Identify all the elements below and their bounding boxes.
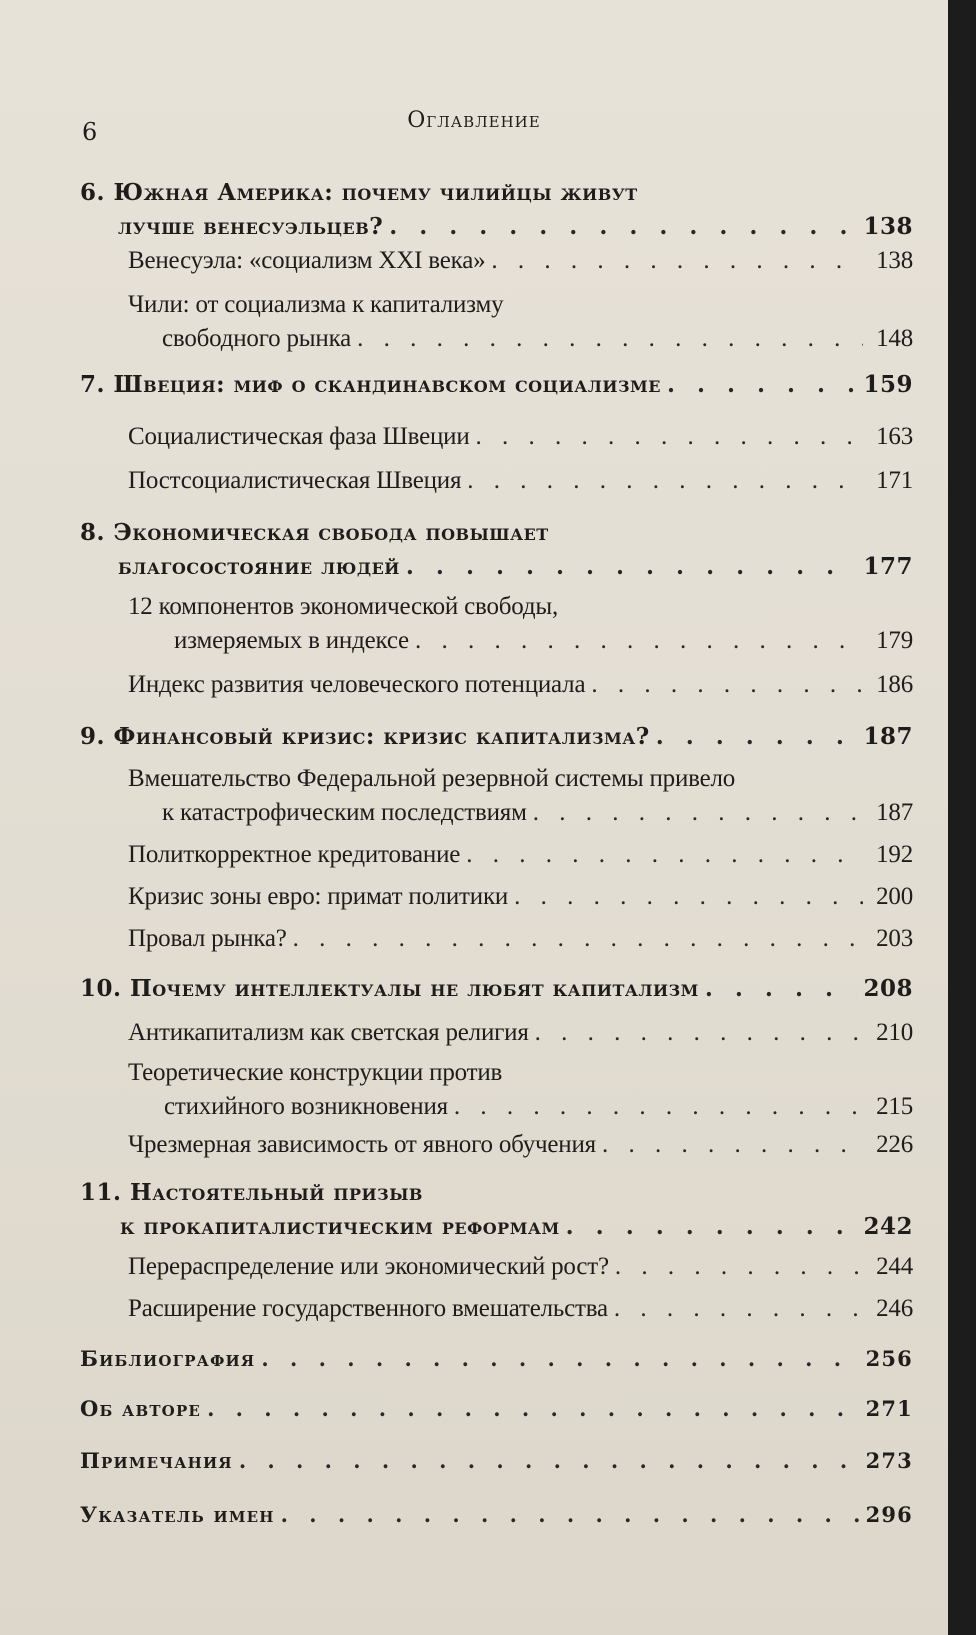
toc-entry-title: Библиография xyxy=(80,1346,256,1371)
toc-page-number: 163 xyxy=(876,423,913,450)
toc-entry-title-line1: 8. Экономическая свобода повышает xyxy=(80,519,549,546)
toc-entry-chapter xyxy=(80,368,913,402)
toc-entry-title-line1: Теоретические конструкции против xyxy=(128,1059,503,1086)
toc-entry-title: к прокапиталистическим реформам xyxy=(120,1213,560,1240)
toc-page-number: 192 xyxy=(876,841,913,868)
leader-dots xyxy=(476,420,863,454)
toc-entry-title: Венесуэла: «социализм XXI века» xyxy=(128,247,486,274)
toc-entry-title: Политкорректное кредитование xyxy=(128,841,461,868)
leader-dots xyxy=(566,1210,858,1244)
toc-entry-title: лучше венесуэльцев? xyxy=(118,213,384,240)
toc-entry-section xyxy=(128,464,913,498)
leader-dots xyxy=(535,1016,863,1050)
toc-page-number: 256 xyxy=(865,1346,913,1371)
toc-page-number: 171 xyxy=(876,467,913,494)
toc-entry-title: 10. Почему интеллектуалы не любят капитализм xyxy=(80,975,699,1002)
toc-page-number: 246 xyxy=(876,1295,913,1322)
toc-entry-backmatter xyxy=(80,1342,913,1376)
toc-page-number: 186 xyxy=(876,671,913,698)
toc-page-number: 148 xyxy=(876,325,913,352)
toc-page-number: 200 xyxy=(876,883,913,910)
leader-dots xyxy=(491,244,863,278)
toc-entry-section xyxy=(128,1016,913,1050)
toc-entry-backmatter xyxy=(80,1498,913,1532)
toc-entry-title-line1: Вмешательство Федеральной резервной системы привело xyxy=(128,765,736,792)
toc-page-number: 215 xyxy=(876,1093,913,1120)
toc-entry-title: Постсоциалистическая Швеция xyxy=(128,467,462,494)
leader-dots xyxy=(239,1444,860,1478)
toc-entry-section xyxy=(128,762,913,830)
toc-entry-title: Кризис зоны евро: примат политики xyxy=(128,883,509,910)
toc-page-number: 244 xyxy=(876,1253,913,1280)
page-number: 6 xyxy=(82,118,98,146)
leader-dots xyxy=(466,838,863,872)
toc-entry-title-line1: 6. Южная Америка: почему чилийцы живут xyxy=(80,179,638,206)
toc-entry-title: Социалистическая фаза Швеции xyxy=(128,423,470,450)
leader-dots xyxy=(207,1392,860,1426)
toc-entry-title: 7. Швеция: миф о скандинавском социализме xyxy=(80,371,661,398)
toc-page-number: 203 xyxy=(876,925,913,952)
toc-entry-section xyxy=(128,590,913,658)
toc-entry-title: Провал рынка? xyxy=(128,925,287,952)
toc-page-number: 179 xyxy=(876,627,913,654)
toc-entry-chapter xyxy=(80,1176,913,1244)
toc-entry-chapter xyxy=(80,720,913,754)
toc-page-number: 271 xyxy=(865,1396,913,1421)
toc-entry-title: Антикапитализм как светская религия xyxy=(128,1019,529,1046)
toc-page-number: 177 xyxy=(863,553,913,580)
toc-page-number: 296 xyxy=(865,1502,913,1527)
toc-entry-title-line1: 11. Настоятельный призыв xyxy=(80,1179,423,1206)
leader-dots xyxy=(667,368,858,402)
toc-entry-title: благосостояние людей xyxy=(118,553,400,580)
toc-entry-backmatter xyxy=(80,1392,913,1426)
leader-dots xyxy=(454,1090,863,1124)
toc-page-number: 138 xyxy=(876,247,913,274)
leader-dots xyxy=(615,1250,863,1284)
toc-entry-backmatter xyxy=(80,1444,913,1478)
toc-page-number: 187 xyxy=(863,723,913,750)
leader-dots xyxy=(281,1498,860,1532)
leader-dots xyxy=(261,1342,859,1376)
toc-entry-section xyxy=(128,244,913,278)
leader-dots xyxy=(406,550,858,584)
toc-entry-chapter xyxy=(80,972,913,1006)
leader-dots xyxy=(591,668,863,702)
toc-entry-title: свободного рынка xyxy=(162,325,352,352)
leader-dots xyxy=(656,720,858,754)
toc-page-number: 208 xyxy=(863,975,913,1002)
toc-entry-title-line1: Чили: от социализма к капитализму xyxy=(128,291,504,318)
toc-entry-title: Примечания xyxy=(80,1448,233,1473)
leader-dots xyxy=(614,1292,863,1326)
toc-entry-title-line1: 12 компонентов экономической свободы, xyxy=(128,593,559,620)
toc-entry-title: Об авторе xyxy=(80,1396,202,1421)
toc-page-number: 273 xyxy=(865,1448,913,1473)
leader-dots xyxy=(389,210,857,244)
running-head: Оглавление xyxy=(407,108,541,133)
toc-page-number: 242 xyxy=(863,1213,913,1240)
leader-dots xyxy=(533,796,863,830)
toc-entry-section xyxy=(128,1292,913,1326)
toc-page-number: 138 xyxy=(863,213,913,240)
toc-page-number: 159 xyxy=(863,371,913,398)
toc-entry-section xyxy=(128,838,913,872)
toc-entry-section xyxy=(128,1250,913,1284)
toc-page-number: 187 xyxy=(876,799,913,826)
toc-entry-title: Индекс развития человеческого потенциала xyxy=(128,671,586,698)
toc-entry-section xyxy=(128,288,913,356)
toc-entry-title: стихийного возникновения xyxy=(164,1093,448,1120)
toc-entry-chapter xyxy=(80,176,913,244)
toc-entry-chapter xyxy=(80,516,913,584)
toc-entry-section xyxy=(128,922,913,956)
leader-dots xyxy=(514,880,863,914)
leader-dots xyxy=(415,624,863,658)
leader-dots xyxy=(705,972,858,1006)
leader-dots xyxy=(467,464,863,498)
toc-entry-section xyxy=(128,420,913,454)
toc-page-number: 226 xyxy=(876,1131,913,1158)
leader-dots xyxy=(293,922,863,956)
toc-entry-title: Чрезмерная зависимость от явного обучения xyxy=(128,1131,596,1158)
toc-entry-title: Перераспределение или экономический рост? xyxy=(128,1253,609,1280)
toc-entry-title: измеряемых в индексе xyxy=(174,627,409,654)
toc-entry-section xyxy=(128,1056,913,1124)
leader-dots xyxy=(357,322,863,356)
toc-entry-section xyxy=(128,668,913,702)
toc-entry-section xyxy=(128,880,913,914)
toc-entry-title: 9. Финансовый кризис: кризис капитализма? xyxy=(80,723,650,750)
toc-page-number: 210 xyxy=(876,1019,913,1046)
toc-entry-title: Расширение государственного вмешательства xyxy=(128,1295,608,1322)
leader-dots xyxy=(602,1128,863,1162)
toc-entry-section xyxy=(128,1128,913,1162)
toc-entry-title: к катастрофическим последствиям xyxy=(162,799,527,826)
toc-entry-title: Указатель имен xyxy=(80,1502,275,1527)
